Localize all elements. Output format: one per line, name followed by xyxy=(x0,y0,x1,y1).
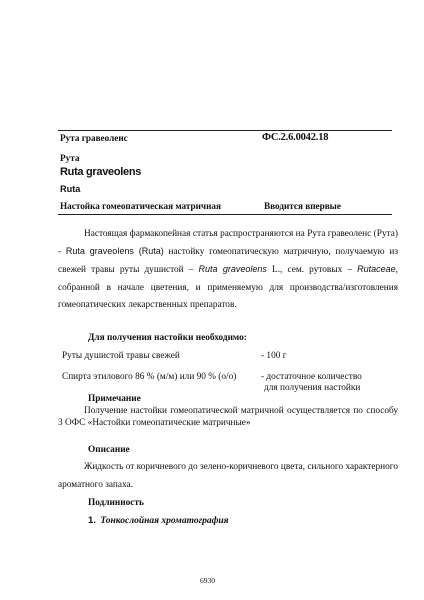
fs-code: ФС.2.6.0042.18 xyxy=(262,132,329,143)
ingredient-value-2: - достаточное количество xyxy=(261,372,362,382)
effective-note: Вводится впервые xyxy=(264,201,341,211)
genus-name: Рута xyxy=(60,153,80,163)
ingredient-label-1: Руты душистой травы свежей xyxy=(62,351,180,361)
required-heading: Для получения настойки необходимо: xyxy=(88,333,247,343)
latin-genus: Ruta xyxy=(60,184,81,194)
latin-name: Ruta graveolens xyxy=(60,166,142,178)
form-name: Настойка гомеопатическая матричная xyxy=(60,201,221,211)
russian-name: Рута гравеоленс xyxy=(60,133,128,143)
ingredient-value-1: - 100 г xyxy=(261,351,287,361)
description-text: Жидкость от коричневого до зелено-коричневого цвета, сильного характерного ароматного запаха. xyxy=(58,462,398,490)
page-number: 6930 xyxy=(200,576,215,585)
intro-paragraph: Настоящая фармакопейная статья распространяются на Рута гравеоленс (Рута) - Ruta graveolens (Ruta) настойку гомеопатическую матричную, получаемую из свежей травы руты душистой – Ruta graveolens L., сем. рутовых – Rutaceae, собранной в начале цветения, и применяемую для производства/изготовления гомеопатических лекарственных препаратов. xyxy=(58,229,399,310)
header-bottom-rule xyxy=(58,214,392,215)
note-text: Получение настойки гомеопатической матричной осуществляется по способу 3 ОФС «Настойки гомеопатические матричные» xyxy=(58,406,398,428)
identity-item xyxy=(88,515,229,526)
item-title: Тонкослойная хроматография xyxy=(100,516,229,526)
item-number: 1. xyxy=(88,515,96,526)
description-heading: Описание xyxy=(88,445,130,455)
header-top-rule xyxy=(58,130,392,131)
ingredient-label-2: Спирта этилового 86 % (м/м) или 90 % (о/о) xyxy=(62,372,237,382)
note-heading: Примечание xyxy=(88,394,141,404)
identity-heading: Подлинность xyxy=(88,498,144,508)
ingredient-value-2-cont: для получения настойки xyxy=(264,383,361,393)
